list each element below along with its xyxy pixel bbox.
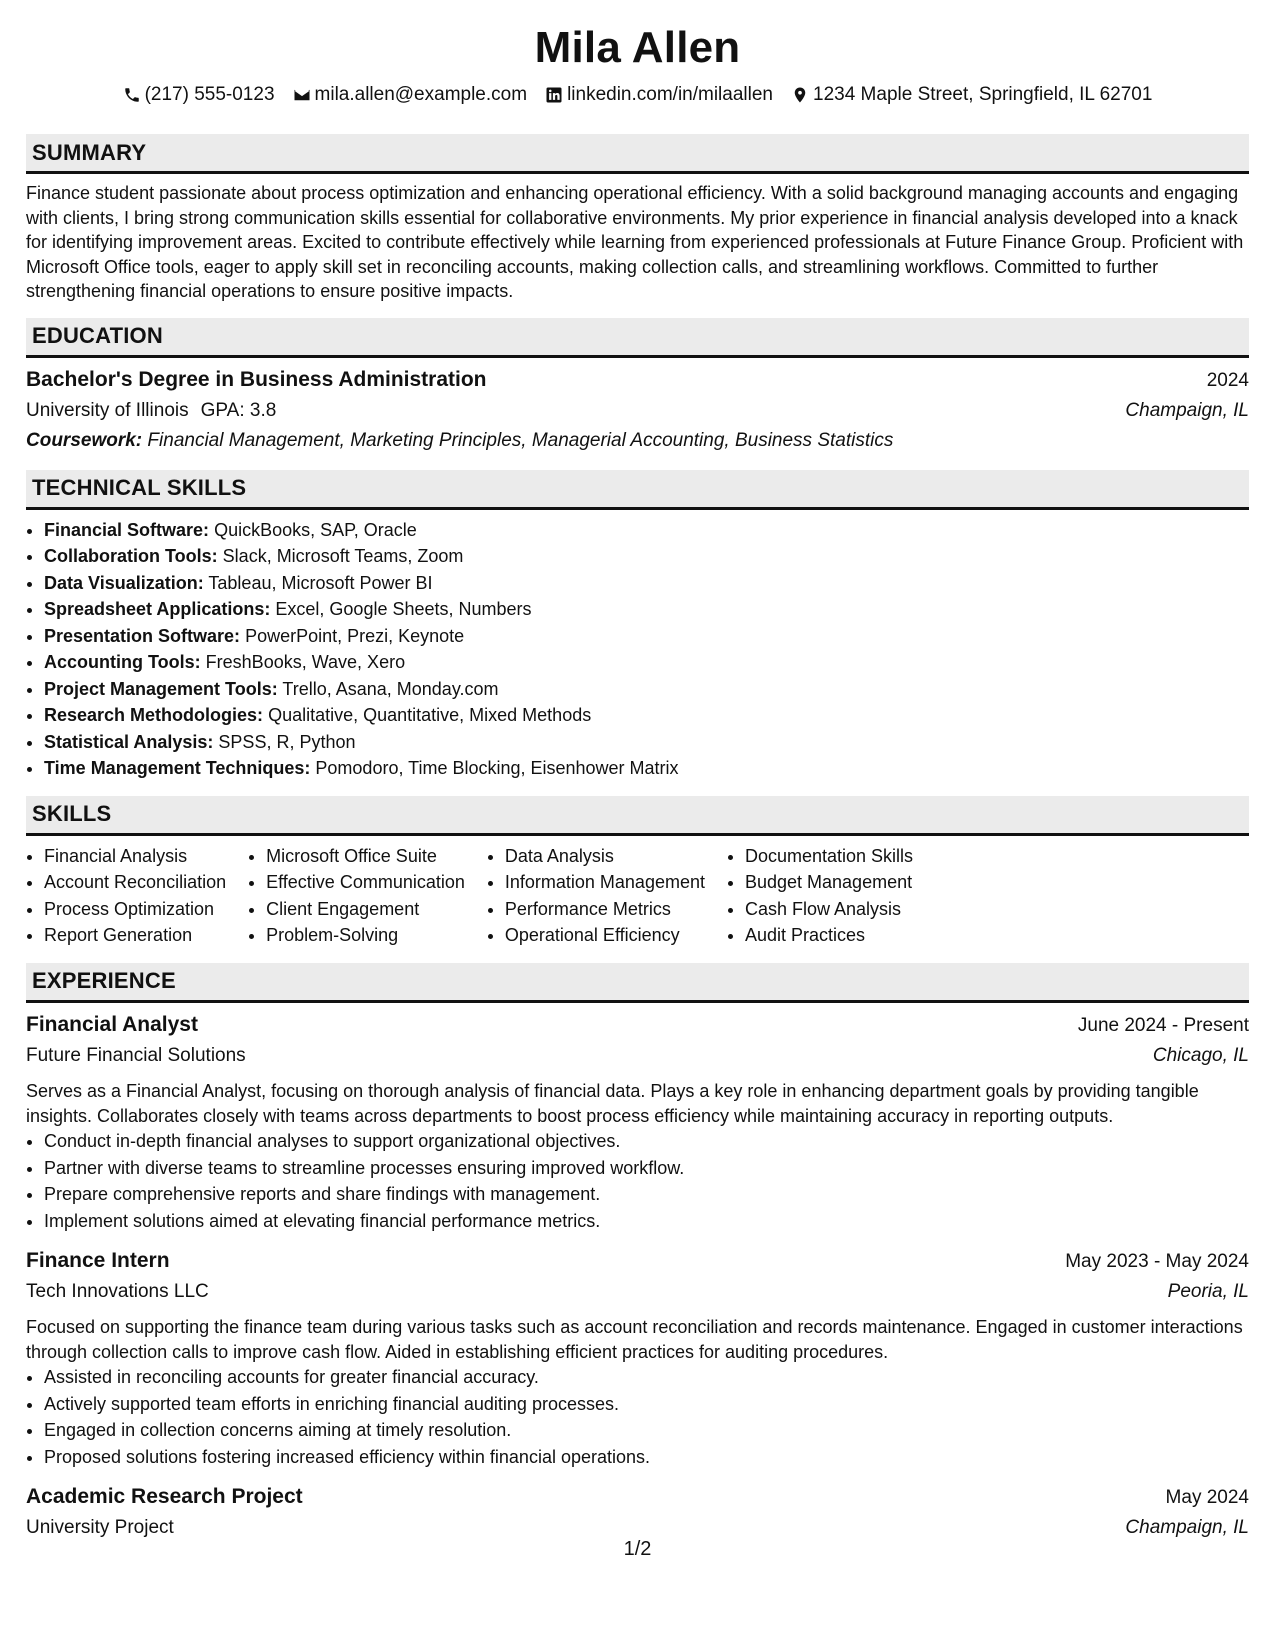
list-item: • Performance Metrics <box>505 896 705 923</box>
resume-page <box>26 20 1249 1555</box>
list-item <box>44 570 1249 597</box>
job-title: Financial Analyst <box>26 1012 198 1036</box>
tech-skill-label: Time Management Techniques: <box>44 758 311 779</box>
skills-column <box>727 843 935 949</box>
coursework-line <box>26 426 1249 456</box>
tech-skill-label: Presentation Software: <box>44 625 241 646</box>
contact-phone <box>123 82 275 108</box>
job-description: Serves as a Financial Analyst, focusing on thorough analysis of financial data. Plays a key role in enhancing department goals by providing tangible insights. Collaborates closely with teams across departments to boost process efficiency while maintaining accuracy in reporting outputs. <box>26 1080 1199 1126</box>
company-name: Future Financial Solutions <box>26 1044 246 1066</box>
job-title: Academic Research Project <box>26 1485 303 1509</box>
tech-skill-value: Qualitative, Quantitative, Mixed Methods <box>268 705 592 726</box>
tech-skill-label: Accounting Tools: <box>44 652 201 673</box>
contact-bar <box>26 82 1249 108</box>
degree-title: Bachelor's Degree in Business Administration <box>26 367 487 391</box>
job-bullets <box>26 1364 1249 1470</box>
experience-entry <box>26 1246 1249 1470</box>
section-header-skills: SKILLS <box>26 796 1249 836</box>
tech-skill-value: Tableau, Microsoft Power BI <box>208 572 433 593</box>
experience-company-row <box>26 1041 1249 1071</box>
address-text: 1234 Maple Street, Springfield, IL 62701 <box>813 84 1153 105</box>
list-item: • Implement solutions aimed at elevating financial performance metrics. <box>44 1208 1249 1235</box>
list-item: • Operational Efficiency <box>505 922 705 949</box>
tech-skill-value: Excel, Google Sheets, Numbers <box>275 599 532 620</box>
coursework-list: Financial Management, Marketing Principles, Managerial Accounting, Business Statistics <box>147 429 894 451</box>
experience-company-row <box>26 1277 1249 1307</box>
phone-text: (217) 555-0123 <box>144 84 275 105</box>
experience-title-row <box>26 1010 1249 1041</box>
education-year: 2024 <box>1206 369 1249 391</box>
section-header-summary: SUMMARY <box>26 134 1249 174</box>
gpa: GPA: 3.8 <box>200 399 277 421</box>
list-item: • Microsoft Office Suite <box>266 843 465 870</box>
experience-title-row <box>26 1246 1249 1277</box>
page-number: 1/2 <box>623 1538 652 1560</box>
tech-skill-label: Spreadsheet Applications: <box>44 599 271 620</box>
list-item: • Actively supported team efforts in enriching financial auditing processes. <box>44 1391 1249 1418</box>
job-date: May 2024 <box>1165 1487 1249 1509</box>
list-item <box>44 755 1249 782</box>
contact-linkedin[interactable] <box>545 82 773 108</box>
coursework-label: Coursework: <box>26 429 143 451</box>
list-item <box>44 543 1249 570</box>
email-text[interactable]: mila.allen@example.com <box>314 84 528 105</box>
list-item: • Prepare comprehensive reports and share findings with management. <box>44 1181 1249 1208</box>
experience-title-row <box>26 1482 1249 1513</box>
tech-skill-label: Collaboration Tools: <box>44 546 218 567</box>
list-item: • Client Engagement <box>266 896 465 923</box>
tech-skill-value: Slack, Microsoft Teams, Zoom <box>222 546 464 567</box>
skills-column <box>487 843 727 949</box>
envelope-icon <box>293 86 311 104</box>
section-header-education: EDUCATION <box>26 318 1249 358</box>
linkedin-text[interactable]: linkedin.com/in/milaallen <box>567 84 773 105</box>
candidate-name: Mila Allen <box>534 23 741 72</box>
list-item <box>44 517 1249 544</box>
company-name: Tech Innovations LLC <box>26 1281 209 1303</box>
list-item: • Audit Practices <box>745 922 913 949</box>
list-item <box>44 623 1249 650</box>
tech-skill-value: FreshBooks, Wave, Xero <box>205 652 406 673</box>
contact-email[interactable] <box>293 82 528 108</box>
list-item <box>44 702 1249 729</box>
job-date: June 2024 - Present <box>1077 1014 1249 1036</box>
company-name: University Project <box>26 1517 174 1539</box>
experience-entry <box>26 1010 1249 1234</box>
job-title: Finance Intern <box>26 1249 170 1273</box>
school-name: University of Illinois <box>26 399 189 421</box>
section-header-experience: EXPERIENCE <box>26 963 1249 1003</box>
job-date: May 2023 - May 2024 <box>1065 1251 1249 1273</box>
list-item: • Problem-Solving <box>266 922 465 949</box>
job-location: Chicago, IL <box>1152 1044 1249 1066</box>
list-item <box>44 596 1249 623</box>
list-item: • Partner with diverse teams to streamline processes ensuring improved workflow. <box>44 1155 1249 1182</box>
job-bullets <box>26 1128 1249 1234</box>
tech-skill-label: Data Visualization: <box>44 572 204 593</box>
experience-section <box>26 1010 1249 1543</box>
tech-skill-label: Financial Software: <box>44 519 210 540</box>
list-item: • Documentation Skills <box>745 843 913 870</box>
skills-column <box>26 843 248 949</box>
tech-skill-label: Project Management Tools: <box>44 678 278 699</box>
list-item: • Proposed solutions fostering increased efficiency within financial operations. <box>44 1444 1249 1471</box>
tech-skill-value: SPSS, R, Python <box>218 731 356 752</box>
list-item <box>44 649 1249 676</box>
map-pin-icon <box>791 86 809 104</box>
education-section <box>26 365 1249 456</box>
tech-skill-label: Research Methodologies: <box>44 705 264 726</box>
tech-skill-value: Trello, Asana, Monday.com <box>282 678 499 699</box>
tech-skill-label: Statistical Analysis: <box>44 731 214 752</box>
list-item <box>44 729 1249 756</box>
list-item: • Financial Analysis <box>44 843 226 870</box>
experience-entry <box>26 1482 1249 1543</box>
job-location: Champaign, IL <box>1125 1517 1249 1539</box>
list-item: • Report Generation <box>44 922 226 949</box>
skills-column <box>248 843 487 949</box>
job-location: Peoria, IL <box>1167 1281 1249 1303</box>
technical-skills-list <box>26 517 1249 782</box>
summary-text: Finance student passionate about process optimization and enhancing operational efficiency. With a solid background managing accounts and engaging with clients, I bring strong communication skills essential for collaborative environments. My prior experience in financial analysis developed into a knack for identifying improvement areas. Excited to contribute effectively while learning from experienced professionals at Future Finance Group. Proficient with Microsoft Office tools, eager to apply skill set in reconciling accounts, making collection calls, and streamlining workflows. Committed to further strengthening financial operations to ensure positive impacts. <box>26 183 1244 302</box>
list-item <box>44 676 1249 703</box>
job-description: Focused on supporting the finance team during various tasks such as account reconciliation and records maintenance. Engaged in customer interactions through collection calls to improve cash flow. Aided in establishing efficient practices for auditing procedures. <box>26 1317 1243 1362</box>
summary-section <box>26 181 1249 304</box>
tech-skill-value: Pomodoro, Time Blocking, Eisenhower Matrix <box>315 758 679 779</box>
list-item: • Budget Management <box>745 869 913 896</box>
list-item: • Effective Communication <box>266 869 465 896</box>
linkedin-icon <box>545 86 563 104</box>
list-item: • Process Optimization <box>44 896 226 923</box>
education-school-row <box>26 396 1249 426</box>
list-item: • Account Reconciliation <box>44 869 226 896</box>
education-location: Champaign, IL <box>1125 399 1249 421</box>
list-item: • Engaged in collection concerns aiming at timely resolution. <box>44 1417 1249 1444</box>
list-item: • Information Management <box>505 869 705 896</box>
contact-address <box>791 82 1152 108</box>
technical-skills-section <box>26 517 1249 782</box>
tech-skill-value: QuickBooks, SAP, Oracle <box>214 519 417 540</box>
list-item: • Conduct in-depth financial analyses to support organizational objectives. <box>44 1128 1249 1155</box>
skills-grid <box>26 843 1249 949</box>
list-item: • Data Analysis <box>505 843 705 870</box>
education-title-row <box>26 365 1249 396</box>
phone-icon <box>123 86 141 104</box>
school-line <box>26 396 276 426</box>
list-item: • Assisted in reconciling accounts for greater financial accuracy. <box>44 1364 1249 1391</box>
list-item: • Cash Flow Analysis <box>745 896 913 923</box>
section-header-technical-skills: TECHNICAL SKILLS <box>26 470 1249 510</box>
tech-skill-value: PowerPoint, Prezi, Keynote <box>245 625 465 646</box>
